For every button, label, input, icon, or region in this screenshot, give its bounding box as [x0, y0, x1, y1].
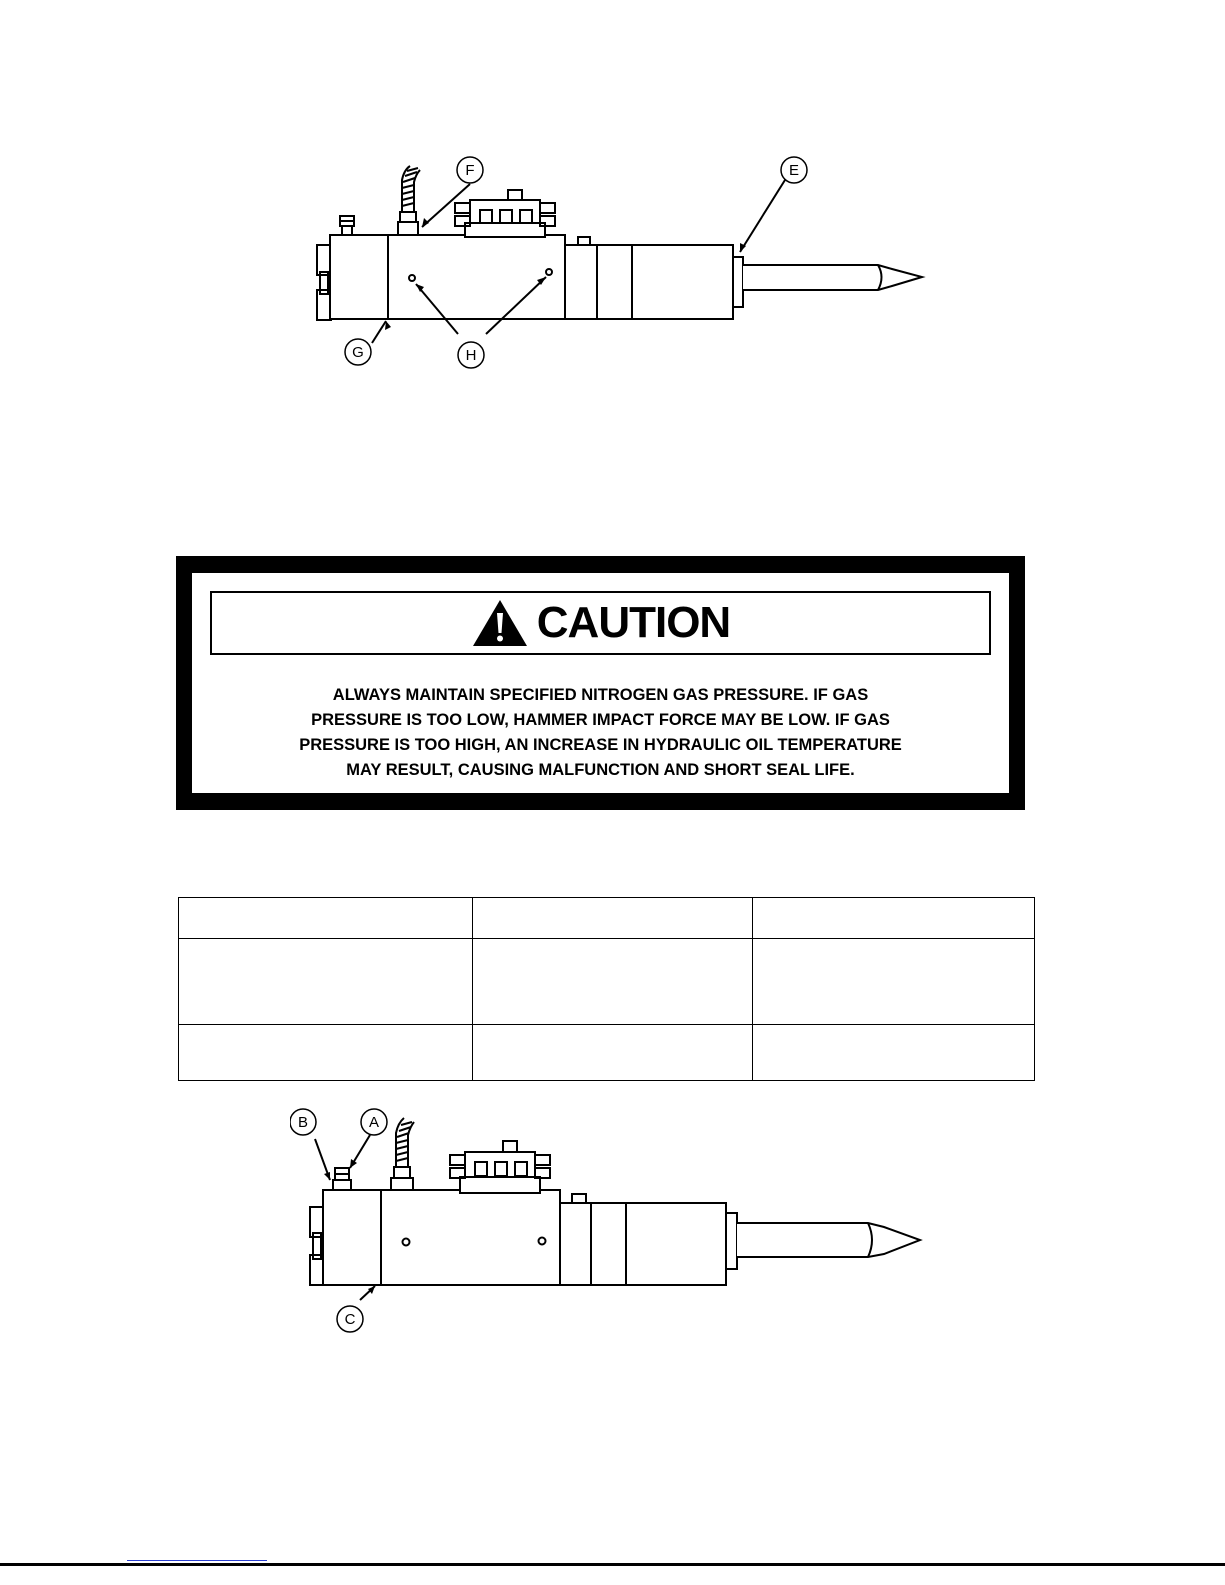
- caution-label: [176, 556, 1025, 810]
- table-cell: [753, 939, 1035, 1025]
- caution-line: PRESSURE IS TOO HIGH, AN INCREASE IN HYDRAULIC OIL TEMPERATURE: [299, 736, 902, 754]
- callout-h: H: [465, 347, 477, 364]
- table-cell: [753, 1025, 1035, 1081]
- table-row: [179, 1025, 1035, 1081]
- caution-title: CAUTION: [536, 598, 731, 647]
- table-cell: [753, 898, 1035, 939]
- caution-text: [192, 683, 1009, 783]
- table-cell: [473, 898, 753, 939]
- callout-g: G: [352, 344, 364, 361]
- caution-line: PRESSURE IS TOO LOW, HAMMER IMPACT FORCE MAY BE LOW. IF GAS: [311, 711, 890, 729]
- callout-b: B: [297, 1114, 309, 1131]
- table-row: [179, 939, 1035, 1025]
- callout-a: A: [368, 1114, 380, 1131]
- warning-triangle-icon: [471, 598, 529, 648]
- caution-line: MAY RESULT, CAUSING MALFUNCTION AND SHORT SEAL LIFE.: [346, 761, 855, 779]
- caution-header: [210, 591, 991, 655]
- table-cell: [179, 898, 473, 939]
- table-cell: [473, 939, 753, 1025]
- table-cell: [179, 1025, 473, 1081]
- callout-f: F: [465, 162, 475, 179]
- caution-line: ALWAYS MAINTAIN SPECIFIED NITROGEN GAS PRESSURE. IF GAS: [332, 686, 869, 704]
- hammer-diagram-bottom: [290, 1105, 930, 1335]
- spec-table: [178, 897, 1035, 1081]
- footer-link-underline[interactable]: [127, 1560, 267, 1561]
- callout-c: C: [344, 1311, 356, 1328]
- table-cell: [473, 1025, 753, 1081]
- callout-e: E: [788, 162, 800, 179]
- hammer-diagram-top: [300, 150, 940, 375]
- footer-rule: [0, 1563, 1225, 1566]
- table-cell: [179, 939, 473, 1025]
- table-row: [179, 898, 1035, 939]
